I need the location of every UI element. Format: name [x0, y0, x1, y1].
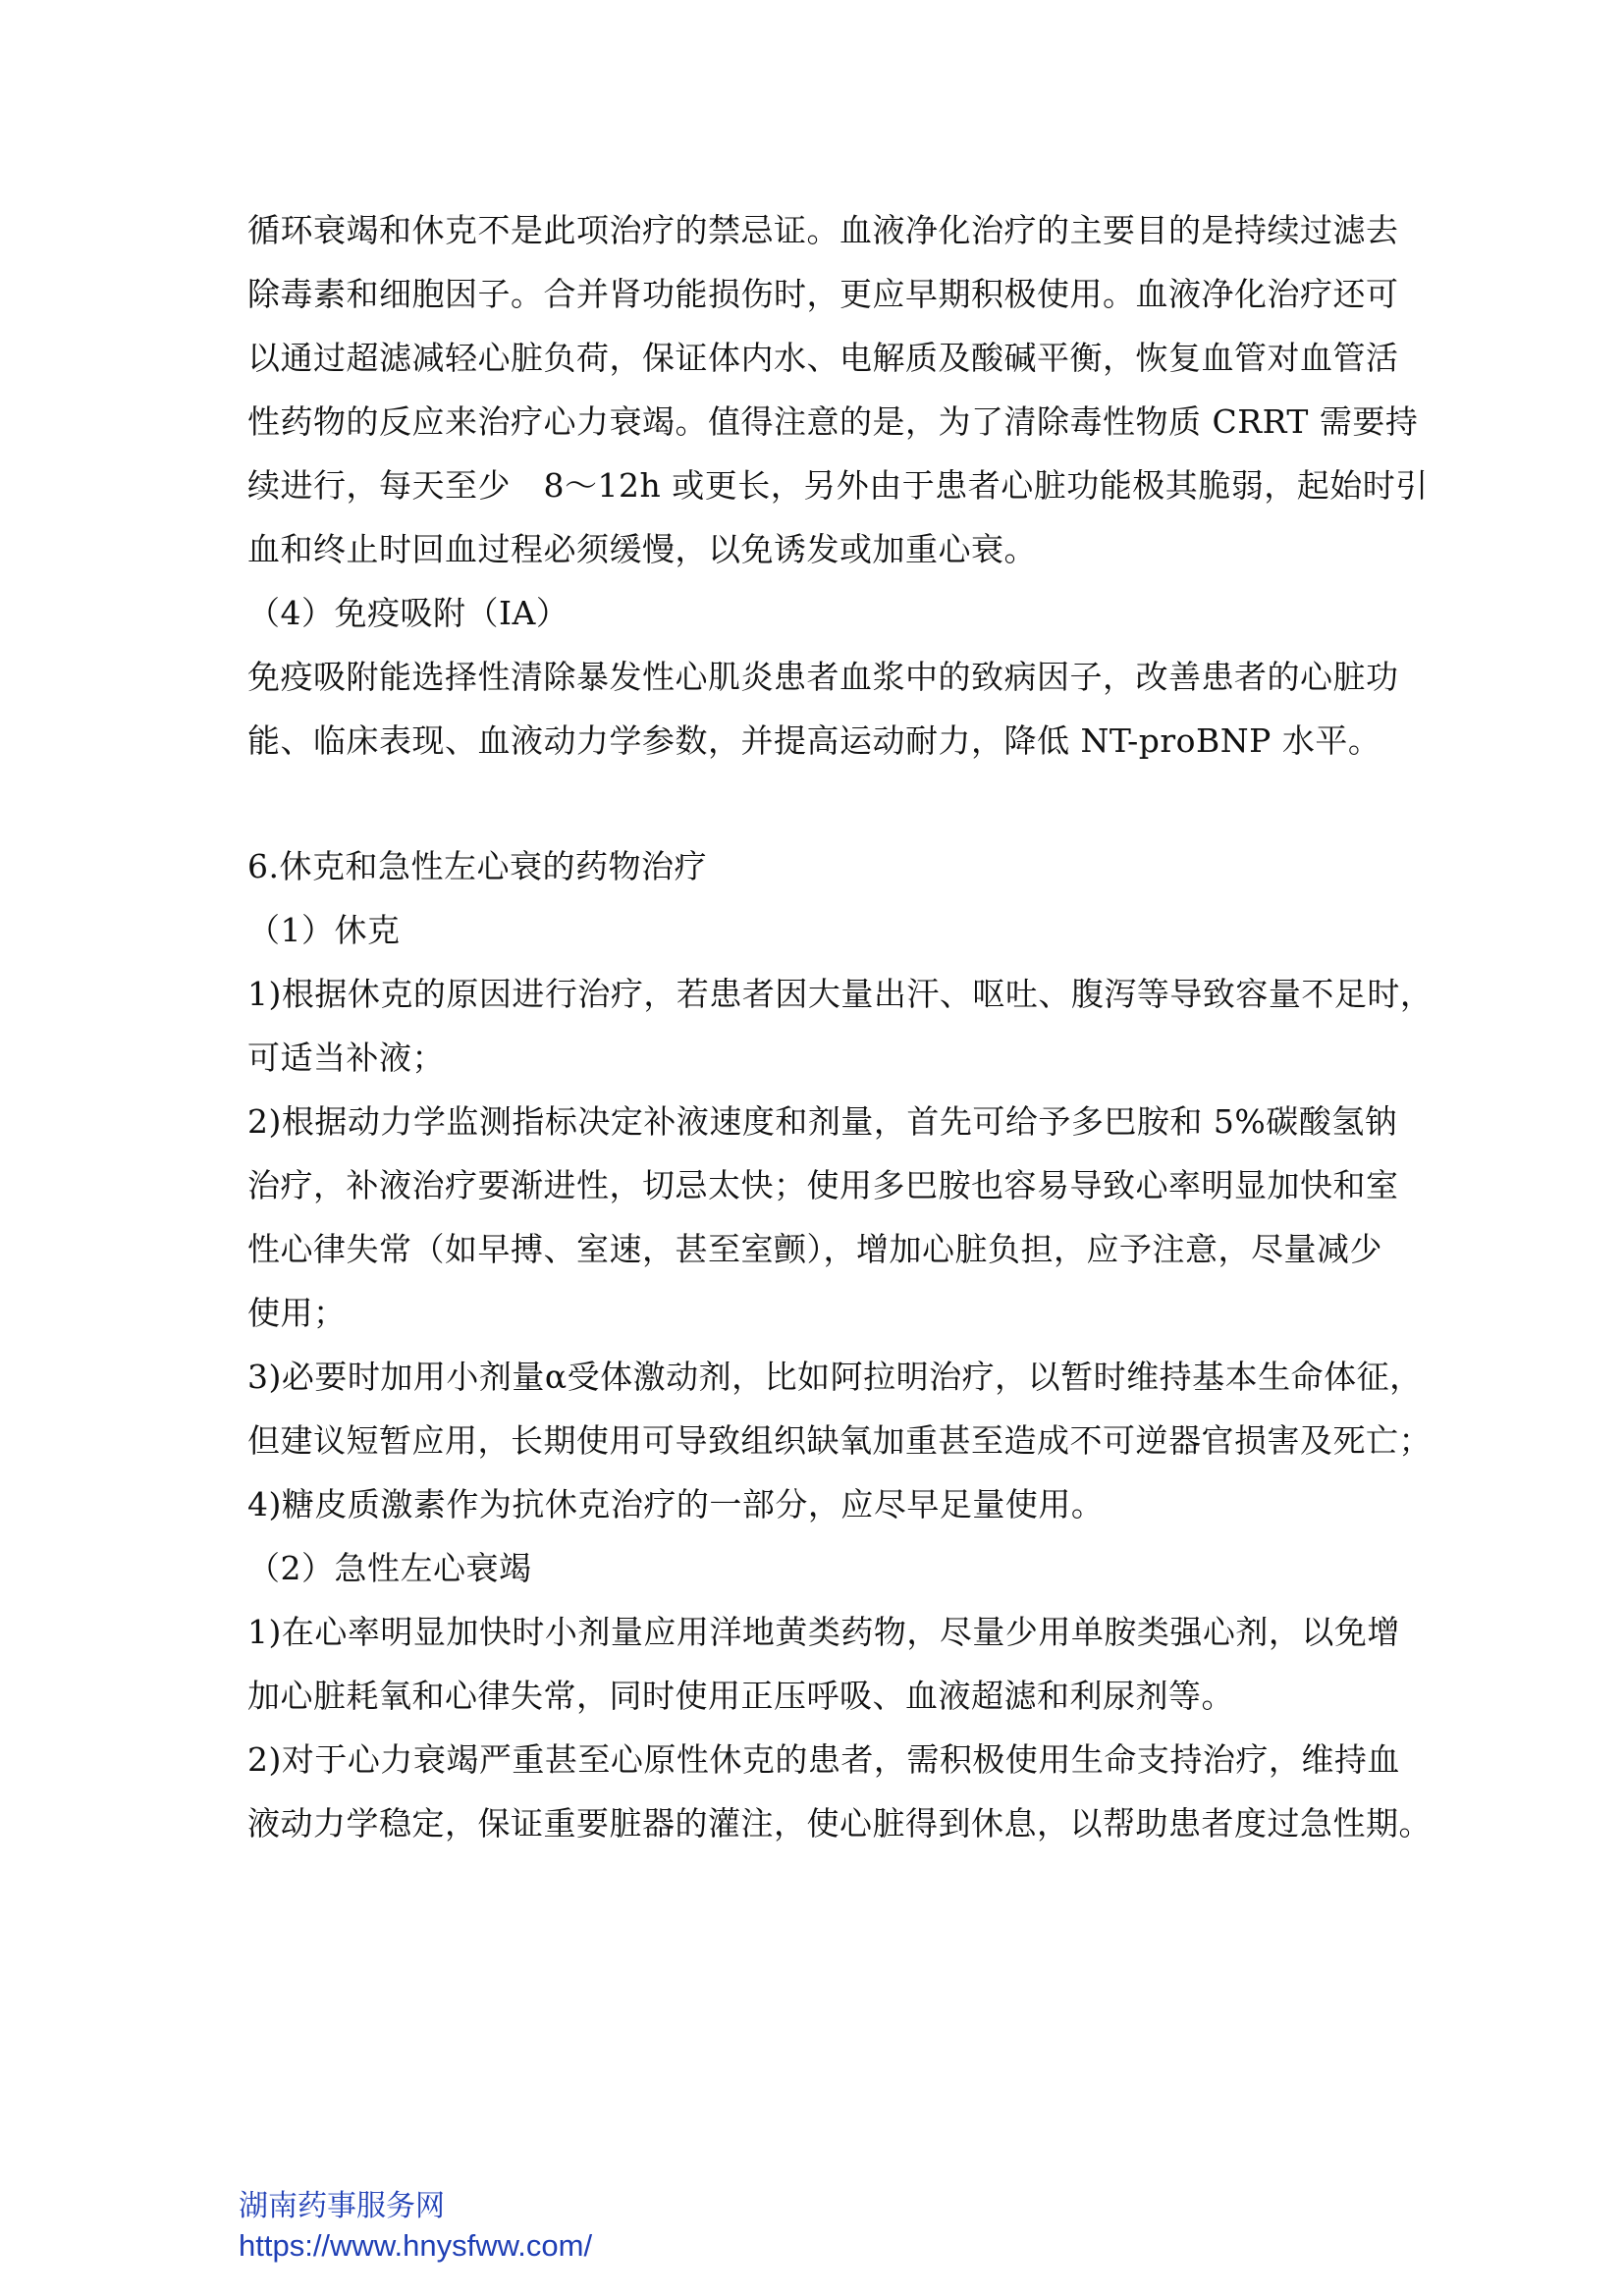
text-line: 3)必要时加用小剂量α受体激动剂，比如阿拉明治疗，以暂时维持基本生命体征，: [247, 1358, 1423, 1396]
footer: [239, 2187, 592, 2266]
text-line: 免疫吸附能选择性清除暴发性心肌炎患者血浆中的致病因子，改善患者的心脏功: [247, 658, 1399, 696]
text-line: 除毒素和细胞因子。合并肾功能损伤时，更应早期积极使用。血液净化治疗还可: [247, 275, 1399, 313]
subheading-shock: （1）休克: [247, 911, 401, 949]
text-line: 使用；: [247, 1294, 347, 1332]
text-line: 液动力学稳定，保证重要脏器的灌注，使心脏得到休息，以帮助患者度过急性期。: [247, 1804, 1432, 1842]
text-line: 但建议短暂应用，长期使用可导致组织缺氧加重甚至造成不可逆器官损害及死亡；: [247, 1421, 1432, 1460]
text-line: 1)根据休克的原因进行治疗，若患者因大量出汗、呕吐、腹泻等导致容量不足时，: [247, 975, 1434, 1013]
text-line: 以通过超滤减轻心脏负荷，保证体内水、电解质及酸碱平衡，恢复血管对血管活: [247, 339, 1399, 377]
text-line: 4)糖皮质激素作为抗休克治疗的一部分，应尽早足量使用。: [247, 1485, 1105, 1523]
document-body: [247, 198, 1434, 1855]
text-line: 循环衰竭和休克不是此项治疗的禁忌证。血液净化治疗的主要目的是持续过滤去: [247, 211, 1399, 249]
footer-site-name: 湖南药事服务网: [239, 2189, 445, 2223]
text-line: 1)在心率明显加快时小剂量应用洋地黄类药物，尽量少用单胺类强心剂，以免增: [247, 1613, 1400, 1651]
section-heading: 6.休克和急性左心衰的药物治疗: [247, 847, 707, 885]
text-line: 性心律失常（如早搏、室速，甚至室颤），增加心脏负担，应予注意，尽量减少: [247, 1230, 1382, 1268]
subheading-acute-left-heart-failure: （2）急性左心衰竭: [247, 1549, 532, 1587]
blank-line: [247, 773, 1396, 834]
footer-url-link[interactable]: https://www.hnysfww.com/: [239, 2228, 593, 2263]
text-line: 2)根据动力学监测指标决定补液速度和剂量，首先可给予多巴胺和 5%碳酸氢钠: [247, 1102, 1398, 1141]
text-line: 治疗，补液治疗要渐进性，切忌太快；使用多巴胺也容易导致心率明显加快和室: [247, 1166, 1399, 1204]
text-line: 可适当补液；: [247, 1039, 445, 1077]
text-line: 性药物的反应来治疗心力衰竭。值得注意的是，为了清除毒性物质 CRRT 需要持: [247, 402, 1419, 441]
text-line: 能、临床表现、血液动力学参数，并提高运动耐力，降低 NT-proBNP 水平。: [247, 721, 1381, 760]
subheading-immunoadsorption: （4）免疫吸附（IA）: [247, 594, 569, 632]
text-line: 加心脏耗氧和心律失常，同时使用正压呼吸、血液超滤和利尿剂等。: [247, 1677, 1234, 1715]
text-line: 2)对于心力衰竭严重甚至心原性休克的患者，需积极使用生命支持治疗，维持血: [247, 1740, 1400, 1779]
text-line: 血和终止时回血过程必须缓慢，以免诱发或加重心衰。: [247, 530, 1037, 568]
text-line: 续进行，每天至少 8～12h 或更长，另外由于患者心脏功能极其脆弱，起始时引: [247, 466, 1429, 505]
